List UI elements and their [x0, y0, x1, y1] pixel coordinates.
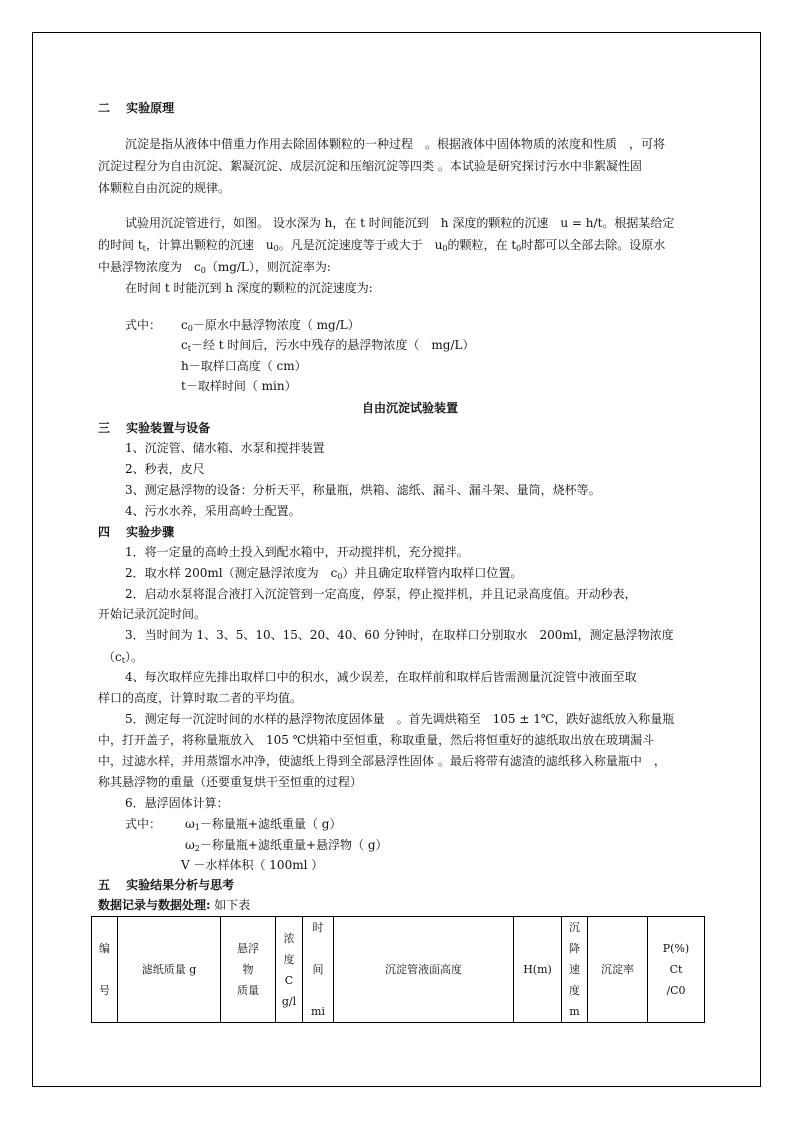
col-header-settling-velocity: 沉 降 速 度 m: [562, 917, 588, 1023]
equipment-item: 2、秒表，皮尺: [125, 462, 205, 476]
step-line: 称其悬浮物的重量（还要重复烘干至恒重的过程）: [98, 775, 363, 789]
step-line: 中，过滤水样，并用蒸馏水冲净，使滤纸上得到全部悬浮性固体 。最后将带有滤渣的滤纸移入称量瓶中 ，: [98, 754, 666, 768]
formula-t: t－取样时间（ min）: [181, 379, 297, 393]
data-table: [91, 916, 705, 1023]
col-header-number: 编 号: [92, 917, 118, 1023]
formula-c0: $c_0-$原水中悬浮物浓度（ mg/L）: [181, 318, 360, 333]
data-record-line: [98, 898, 250, 912]
section-heading-principle: 二 实验原理: [98, 101, 175, 115]
col-header-suspended-mass: 悬浮 物 质量: [221, 917, 276, 1023]
step-line: 4、每次取样应先排出取样口中的积水，减少误差，在取样前和取样后皆需测量沉淀管中液面至取: [125, 670, 637, 684]
equipment-item: 1、沉淀管、储水箱、水泵和搅拌装置: [125, 441, 325, 455]
principle-line: 的时间 $t_t$，计算出颗粒的沉速 $u_0$。凡是沉淀速度等于或大于 $u_0$的颗粒，在 $t_0$时都可以全部去除。设原水: [98, 238, 666, 253]
section-heading-steps: 四 实验步骤: [98, 525, 175, 539]
equipment-item: 4、污水水养，采用高岭土配置。: [125, 504, 301, 518]
step-line: 5．测定每一沉淀时间的水样的悬浮物浓度固体量 。首先调烘箱至 105 ± 1℃，跌好滤纸放入称量瓶: [125, 712, 675, 726]
formula-h: h－取样口高度（ cm）: [181, 359, 307, 373]
principle-line: 沉淀是指从液体中借重力作用去除固体颗粒的一种过程 。根据液体中固体物质的浓度和性质 ，可将: [125, 137, 666, 151]
formula-w1: $\omega_1-$称量瓶+滤纸重量（ g）: [185, 817, 342, 832]
formula-label: 式中：: [125, 817, 162, 831]
step-line: 2．启动水泵将混合液打入沉淀管到一定高度，停泵，停止搅拌机，并且记录高度值。开动秒表，: [125, 587, 637, 601]
col-header-liquid-height: 沉淀管液面高度: [334, 917, 514, 1023]
formula-v: V －水样体积（ 100ml ）: [181, 858, 324, 872]
step-line: 中，打开盖子，将称量瓶放入 105 ℃烘箱中至恒重，称取重量，然后将恒重好的滤纸取出放在玻璃漏斗: [98, 733, 655, 747]
step-line: 开始记录沉淀时间。: [98, 607, 207, 621]
step-line: $(c_t)$。: [103, 650, 143, 665]
step-line: 6．悬浮固体计算：: [125, 796, 229, 810]
section-heading-equipment: 三 实验装置与设备: [98, 421, 211, 435]
section-heading-results: 五 实验结果分析与思考: [98, 878, 235, 892]
principle-line: 体颗粒自由沉淀的规律。: [98, 181, 231, 195]
principle-line: 沉淀过程分为自由沉淀、絮凝沉淀、成层沉淀和压缩沉淀等四类 。本试验是研究探讨污水中非絮凝性固: [98, 159, 642, 173]
equipment-item: 3、测定悬浮物的设备：分析天平，称量瓶，烘箱、滤纸、漏斗、漏斗架、量筒，烧杯等。: [125, 483, 601, 497]
col-header-time: 时 间 mi: [303, 917, 334, 1023]
principle-line: 试验用沉淀管进行，如图。 设水深为 h，在 t 时间能沉到 h 深度的颗粒的沉速 u = h/t。根据某给定: [125, 216, 675, 230]
principle-line: 中悬浮物浓度为 $c_0(mg/L)$，则沉淀率为:: [98, 260, 331, 275]
table-header-row: [92, 917, 705, 1023]
step-line: 1．将一定量的高岭土投入到配水箱中，开动搅拌机，充分搅拌。: [125, 545, 469, 559]
col-header-concentration: 浓 度 C g/l: [276, 917, 303, 1023]
step-line: 2．取水样 200ml（测定悬浮浓度为 $c_0$）并且确定取样管内取样口位置。: [125, 566, 523, 581]
data-record-text: 如下表: [210, 898, 251, 912]
data-record-label: 数据记录与数据处理:: [98, 898, 211, 912]
figure-caption: 自由沉淀试验装置: [362, 401, 459, 415]
col-header-filter-mass: 滤纸质量 g: [118, 917, 221, 1023]
step-line: 3．当时间为 1、3、5、10、15、20、40、60 分钟时，在取样口分别取水 200ml，测定悬浮物浓度: [125, 628, 674, 642]
col-header-settling-rate: 沉淀率: [588, 917, 648, 1023]
col-header-p: P(%) Ct /C0: [648, 917, 705, 1023]
formula-label: 式中：: [125, 318, 162, 332]
formula-w2: $\omega_2-$称量瓶+滤纸重量+悬浮物（ g）: [185, 838, 388, 853]
formula-ct: $c_t-$经 t 时间后，污水中残存的悬浮物浓度（ mg/L）: [181, 338, 475, 353]
step-line: 样口的高度，计算时取二者的平均值。: [98, 691, 303, 705]
col-header-h: H(m): [514, 917, 562, 1023]
principle-line: 在时间 t 时能沉到 h 深度的颗粒的沉淀速度为:: [125, 281, 373, 295]
